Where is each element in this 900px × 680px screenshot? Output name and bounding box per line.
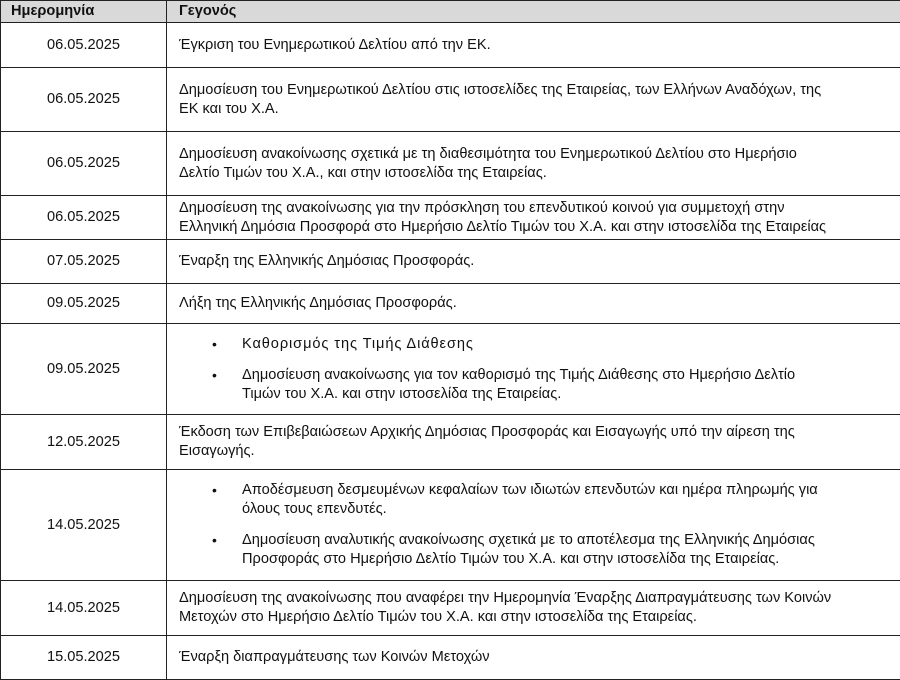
event-text: Τιμών του Χ.Α. και στην ιστοσελίδα της Εταιρείας. xyxy=(242,385,900,404)
table-row xyxy=(1,636,900,680)
bullet-icon: • xyxy=(212,481,217,500)
table-row xyxy=(1,324,900,415)
table-row xyxy=(1,132,900,196)
list-item xyxy=(179,366,900,404)
table-row xyxy=(1,196,900,240)
event-text: Λήξη της Ελληνικής Δημόσιας Προσφοράς. xyxy=(179,294,900,313)
header-row xyxy=(1,1,900,23)
date-cell: 09.05.2025 xyxy=(1,324,167,415)
date-cell: 06.05.2025 xyxy=(1,68,167,132)
table-row xyxy=(1,68,900,132)
table-row xyxy=(1,470,900,581)
date-cell: 09.05.2025 xyxy=(1,284,167,324)
event-cell xyxy=(167,132,900,196)
header-event: Γεγονός xyxy=(167,1,900,23)
event-text: Δημοσίευση της ανακοίνωσης που αναφέρει την Ημερομηνία Έναρξης Διαπραγμάτευσης των Κοινών xyxy=(179,589,900,608)
bullet-icon: • xyxy=(212,366,217,385)
event-text: Δελτίο Τιμών του Χ.Α., και στην ιστοσελίδα της Εταιρείας. xyxy=(179,164,900,183)
event-text: Προσφοράς στο Ημερήσιο Δελτίο Τιμών του Χ.Α. και στην ιστοσελίδα της Εταιρείας. xyxy=(242,550,900,569)
event-cell xyxy=(167,415,900,470)
date-cell: 14.05.2025 xyxy=(1,470,167,581)
event-text: Έναρξη της Ελληνικής Δημόσιας Προσφοράς. xyxy=(179,252,900,271)
event-text: όλους τους επενδυτές. xyxy=(242,500,900,519)
bullet-list xyxy=(179,335,900,404)
table-row xyxy=(1,240,900,284)
event-text: Δημοσίευση ανακοίνωσης σχετικά με τη διαθεσιμότητα του Ενημερωτικού Δελτίου στο Ημερήσιο xyxy=(179,145,900,164)
event-text: Ελληνική Δημόσια Προσφορά στο Ημερήσιο Δελτίο Τιμών του Χ.Α. και στην ιστοσελίδα της Εταιρείας xyxy=(179,218,900,237)
event-cell xyxy=(167,68,900,132)
event-text: Δημοσίευση του Ενημερωτικού Δελτίου στις ιστοσελίδες της Εταιρείας, των Ελλήνων Αναδόχων, της xyxy=(179,81,900,100)
date-cell: 06.05.2025 xyxy=(1,132,167,196)
date-cell: 12.05.2025 xyxy=(1,415,167,470)
date-cell: 06.05.2025 xyxy=(1,196,167,240)
date-cell: 06.05.2025 xyxy=(1,23,167,68)
table-row xyxy=(1,415,900,470)
list-item xyxy=(179,531,900,569)
event-cell xyxy=(167,636,900,680)
bullet-list xyxy=(179,481,900,569)
event-text: Καθορισμός της Τιμής Διάθεσης xyxy=(242,335,900,354)
bullet-icon: • xyxy=(212,531,217,550)
table-row xyxy=(1,581,900,636)
header-date: Ημερομηνία xyxy=(1,1,167,23)
list-item xyxy=(179,335,900,354)
event-cell xyxy=(167,284,900,324)
bullet-icon: • xyxy=(212,335,217,354)
event-text: Αποδέσμευση δεσμευμένων κεφαλαίων των ιδιωτών επενδυτών και ημέρα πληρωμής για xyxy=(242,481,900,500)
event-cell xyxy=(167,581,900,636)
event-text: Έγκριση του Ενημερωτικού Δελτίου από την ΕΚ. xyxy=(179,36,900,55)
event-text: Δημοσίευση της ανακοίνωσης για την πρόσκληση του επενδυτικού κοινού για συμμετοχή στην xyxy=(179,199,900,218)
event-cell xyxy=(167,196,900,240)
date-cell: 07.05.2025 xyxy=(1,240,167,284)
list-item xyxy=(179,481,900,519)
table-row xyxy=(1,284,900,324)
event-text: Δημοσίευση αναλυτικής ανακοίνωσης σχετικά με το αποτέλεσμα της Ελληνικής Δημόσιας xyxy=(242,531,900,550)
event-text: ΕΚ και του Χ.Α. xyxy=(179,100,900,119)
event-cell xyxy=(167,240,900,284)
timetable-body xyxy=(1,23,900,680)
event-cell xyxy=(167,324,900,415)
event-cell xyxy=(167,23,900,68)
event-cell xyxy=(167,470,900,581)
date-cell: 15.05.2025 xyxy=(1,636,167,680)
event-text: Εισαγωγής. xyxy=(179,442,900,461)
table-row xyxy=(1,23,900,68)
date-cell: 14.05.2025 xyxy=(1,581,167,636)
event-text: Δημοσίευση ανακοίνωσης για τον καθορισμό της Τιμής Διάθεσης στο Ημερήσιο Δελτίο xyxy=(242,366,900,385)
event-text: Έκδοση των Επιβεβαιώσεων Αρχικής Δημόσιας Προσφοράς και Εισαγωγής υπό την αίρεση της xyxy=(179,423,900,442)
event-text: Έναρξη διαπραγμάτευσης των Κοινών Μετοχών xyxy=(179,648,900,667)
event-text: Μετοχών στο Ημερήσιο Δελτίο Τιμών του Χ.Α. και στην ιστοσελίδα της Εταιρείας. xyxy=(179,608,900,627)
